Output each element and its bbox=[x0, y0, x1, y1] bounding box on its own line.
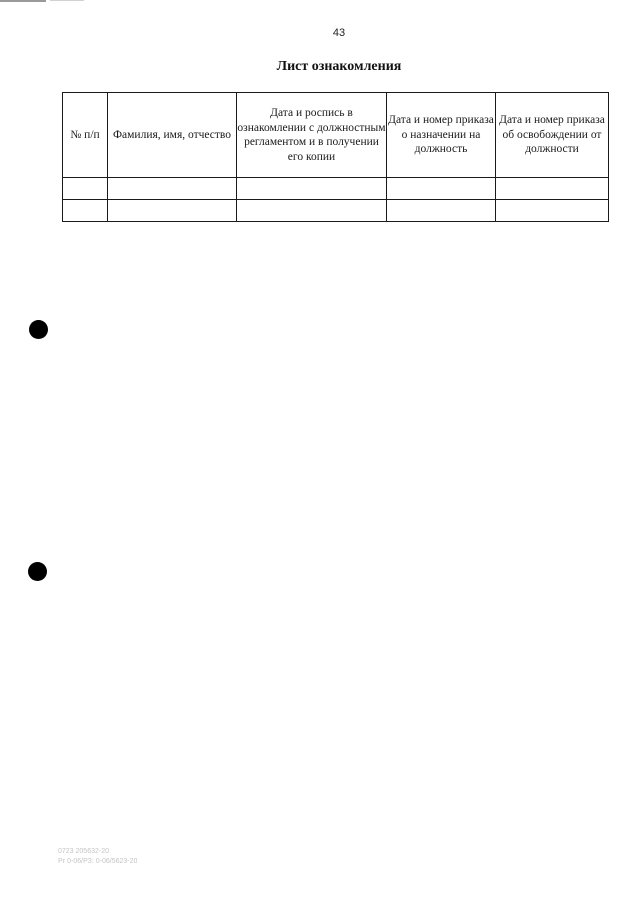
hole-punch-icon bbox=[29, 320, 48, 339]
table-cell bbox=[387, 200, 496, 222]
table-cell bbox=[237, 178, 387, 200]
table-cell bbox=[108, 178, 237, 200]
sheet-title: Лист ознакомления bbox=[276, 59, 402, 74]
table-cell bbox=[237, 200, 387, 222]
table-cell bbox=[63, 200, 108, 222]
header-acknowledgement-date-signature: Дата и роспись в ознакомлении с должностным регламентом и в получении его копии bbox=[237, 93, 387, 178]
footer-stamp-line: Рг 0-06/РЗ: 0-06/5623-20 bbox=[58, 858, 138, 865]
scan-corner-mark bbox=[0, 0, 46, 2]
acknowledgement-table bbox=[62, 92, 609, 222]
hole-punch-icon bbox=[28, 562, 47, 581]
table-cell bbox=[496, 178, 609, 200]
header-dismissal-order: Дата и номер приказа об освобождении от должности bbox=[496, 93, 609, 178]
table-cell bbox=[108, 200, 237, 222]
table-row bbox=[63, 178, 609, 200]
table-cell bbox=[387, 178, 496, 200]
page-number: 43 bbox=[332, 27, 346, 39]
table-cell bbox=[496, 200, 609, 222]
table-header-row bbox=[63, 93, 609, 178]
table-cell bbox=[63, 178, 108, 200]
header-full-name: Фамилия, имя, отчество bbox=[108, 93, 237, 178]
footer-stamp-line: 0723 205632-20 bbox=[58, 848, 109, 855]
table-row bbox=[63, 200, 609, 222]
header-appointment-order: Дата и номер приказа о назначении на должность bbox=[387, 93, 496, 178]
scan-corner-mark-faint bbox=[50, 0, 84, 1]
header-number: № п/п bbox=[63, 93, 108, 178]
